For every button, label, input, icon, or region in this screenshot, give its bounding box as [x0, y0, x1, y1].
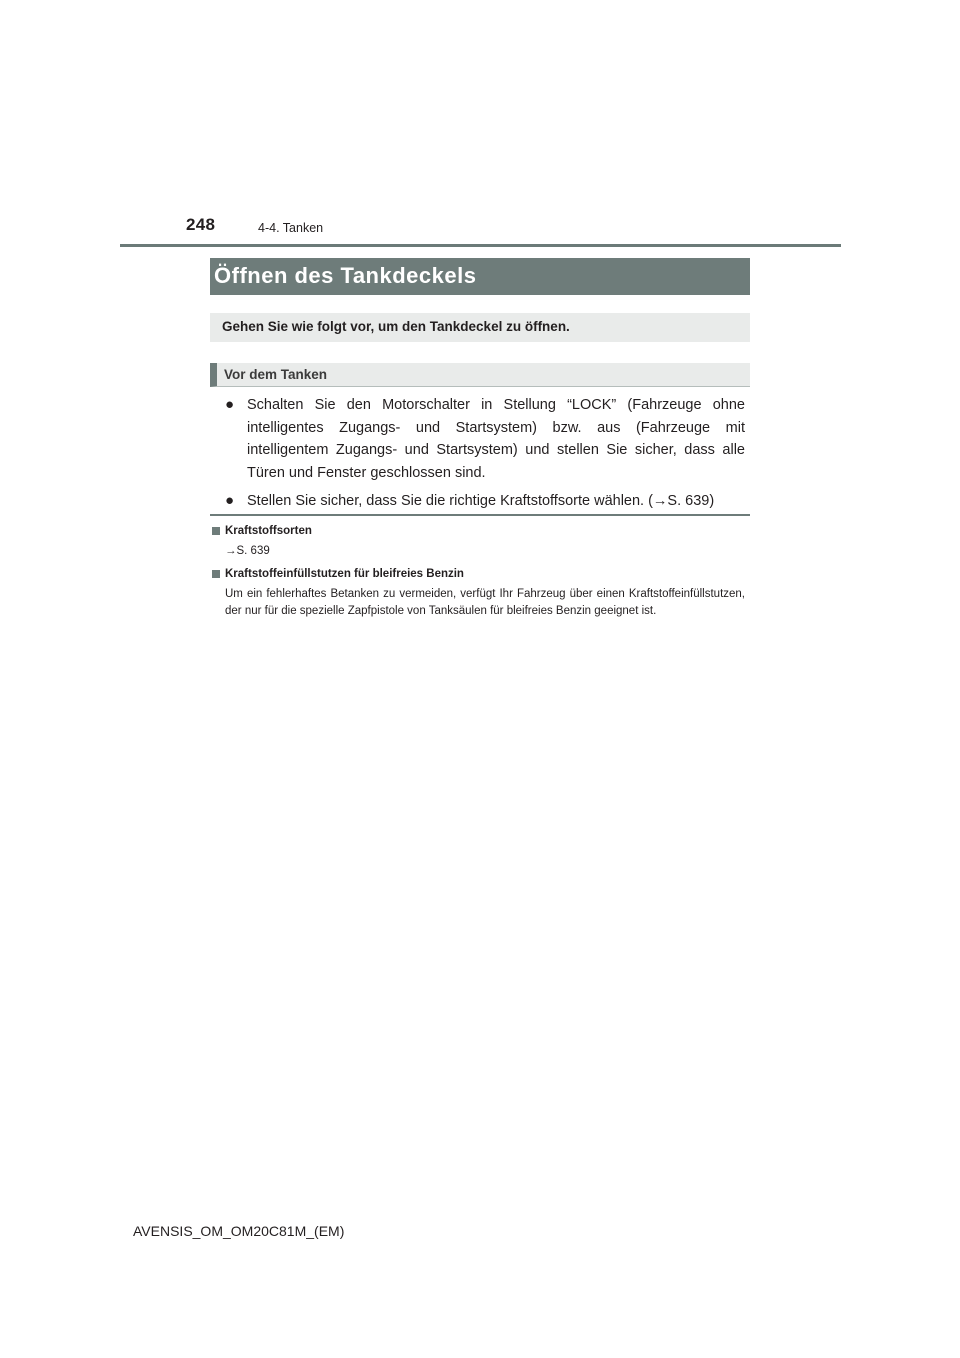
note-title: [212, 525, 745, 537]
subsection-header: Vor dem Tanken: [210, 363, 750, 387]
list-item-text: Stellen Sie sicher, dass Sie die richtige Kraftstoffsorte wählen. (→S. 639): [247, 493, 715, 509]
square-bullet-icon: [212, 570, 220, 578]
list-item: [225, 490, 745, 513]
list-item: [225, 394, 745, 484]
bullet-icon: ●: [225, 396, 235, 413]
intro-box: Gehen Sie wie folgt vor, um den Tankdeckel zu öffnen.: [210, 313, 750, 342]
footer-code: AVENSIS_OM_OM20C81M_(EM): [133, 1223, 345, 1239]
note-body: Um ein fehlerhaftes Betanken zu vermeiden, verfügt Ihr Fahrzeug über einen Kraftstoffeinfüllstutzen, der nur für die spezielle Zapfpistole von Tanksäulen für bleifreies Benzin geeignet ist.: [225, 588, 745, 617]
list-item-text: Schalten Sie den Motorschalter in Stellung “LOCK” (Fahrzeuge ohne intelligentes Zugangs- und Startsystem) bzw. aus (Fahrzeuge mit intelligentem Zugangs- und Startsystem) und stellen Sie sicher, dass alle Türen und Fenster geschlossen sind.: [247, 397, 745, 481]
bullet-list: [225, 394, 745, 519]
note-fuel-types: [212, 525, 745, 560]
section-divider: [210, 514, 750, 516]
note-body: →S. 639: [225, 545, 270, 557]
page-number: 248: [186, 215, 216, 234]
page-title: Öffnen des Tankdeckels: [210, 258, 750, 295]
note-title-text: Kraftstoffsorten: [225, 525, 312, 537]
square-bullet-icon: [212, 527, 220, 535]
bullet-icon: ●: [225, 492, 235, 509]
section-reference: 4-4. Tanken: [258, 221, 324, 235]
note-title: [212, 568, 745, 580]
header-rule: [120, 244, 841, 247]
note-filler-neck: [212, 568, 745, 619]
note-title-text: Kraftstoffeinfüllstutzen für bleifreies Benzin: [225, 568, 464, 580]
